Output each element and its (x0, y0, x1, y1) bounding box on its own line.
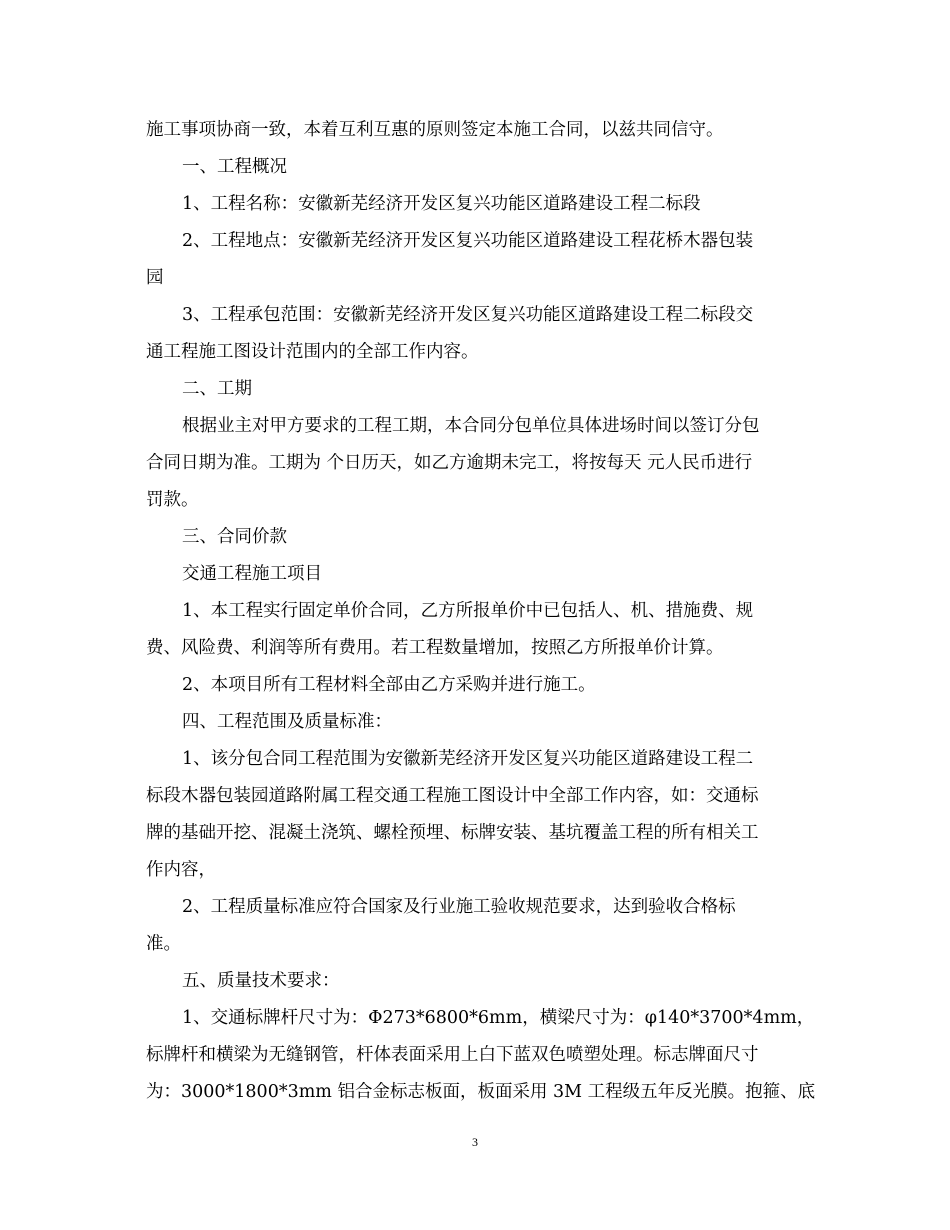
text-line: 1、本工程实行固定单价合同，乙方所报单价中已包括人、机、措施费、规 (182, 601, 754, 621)
text-line: 2、工程质量标准应符合国家及行业施工验收规范要求，达到验收合格标 (182, 897, 736, 917)
text-line: 罚款。 (146, 490, 199, 510)
text-line: 作内容， (146, 860, 216, 880)
text-line: 标段木器包装园道路附属工程交通工程施工图设计中全部工作内容，如：交通标 (146, 786, 759, 806)
text-line: 根据业主对甲方要求的工程工期，本合同分包单位具体进场时间以签订分包 (182, 416, 760, 436)
section-heading: 一、工程概况 (182, 157, 287, 177)
text-line: 通工程施工图设计范围内的全部工作内容。 (146, 342, 479, 362)
text-line: 为：3000*1800*3mm 铝合金标志板面，板面采用 3M 工程级五年反光膜。抱箍、底 (146, 1082, 816, 1102)
text-line: 合同日期为准。工期为 个日历天，如乙方逾期未完工，将按每天 元人民币进行 (146, 453, 753, 473)
text-line: 牌的基础开挖、混凝土浇筑、螺栓预埋、标牌安装、基坑覆盖工程的所有相关工 (146, 823, 759, 843)
text-line: 1、工程名称：安徽新芜经济开发区复兴功能区道路建设工程二标段 (182, 194, 701, 214)
text-line: 准。 (146, 934, 181, 954)
section-heading: 五、质量技术要求： (182, 971, 340, 991)
section-heading: 二、工期 (182, 379, 252, 399)
text-line: 费、风险费、利润等所有费用。若工程数量增加，按照乙方所报单价计算。 (146, 638, 724, 658)
page-number: 3 (472, 1135, 478, 1149)
text-line: 2、工程地点：安徽新芜经济开发区复兴功能区道路建设工程花桥木器包装 (182, 231, 754, 251)
text-line: 园 (146, 268, 164, 288)
text-line: 1、该分包合同工程范围为安徽新芜经济开发区复兴功能区道路建设工程二 (182, 749, 754, 769)
text-line: 2、本项目所有工程材料全部由乙方采购并进行施工。 (182, 675, 596, 695)
text-line: 标牌杆和横梁为无缝钢管，杆体表面采用上白下蓝双色喷塑处理。标志牌面尺寸 (146, 1045, 759, 1065)
text-line: 施工事项协商一致，本着互利互惠的原则签定本施工合同，以兹共同信守。 (146, 120, 724, 140)
section-heading: 四、工程范围及质量标准： (182, 712, 392, 732)
subsection-heading: 交通工程施工项目 (182, 564, 322, 584)
text-line: 1、交通标牌杆尺寸为：Φ273*6800*6mm，横梁尺寸为：φ140*3700*4mm， (182, 1008, 815, 1028)
text-line: 3、工程承包范围：安徽新芜经济开发区复兴功能区道路建设工程二标段交 (182, 305, 754, 325)
section-heading: 三、合同价款 (182, 527, 287, 547)
